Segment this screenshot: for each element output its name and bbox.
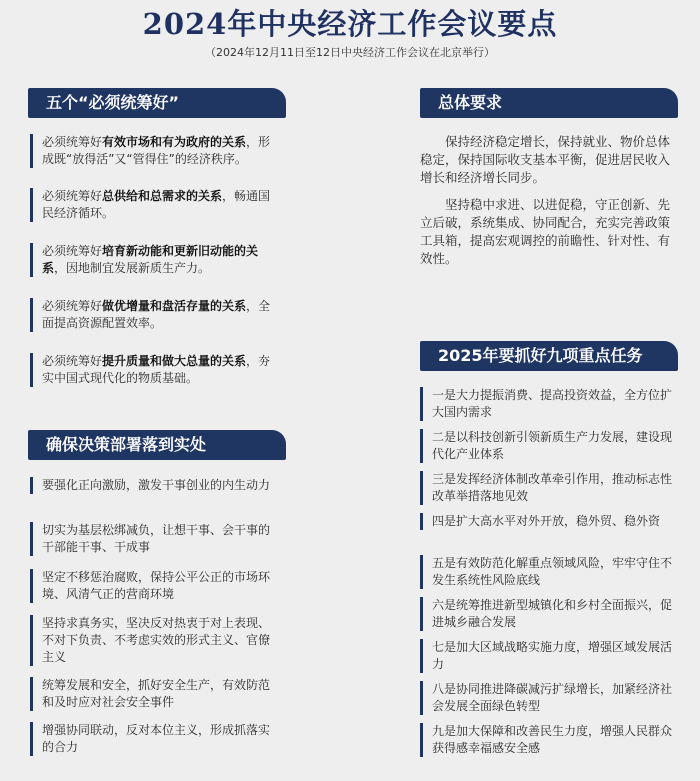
ensure-item: 坚定不移惩治腐败，保持公平公正的市场环境、风清气正的营商环境 — [30, 569, 280, 603]
item-keyword: 提升质量和做大总量的关系 — [102, 354, 247, 368]
page-title: 2024年中央经济工作会议要点 — [142, 7, 558, 41]
item-suffix: ，畅通国民经济循环。 — [42, 189, 271, 220]
section-header-tasks: 2025年要抓好九项重点任务 — [420, 341, 678, 371]
ensure-item: 统筹发展和安全，抓好安全生产，有效防范和及时应对社会安全事件 — [30, 677, 280, 711]
item-keyword: 做优增量和盘活存量的关系 — [102, 299, 247, 313]
five-musts-item — [30, 298, 280, 332]
item-keyword: 有效市场和有为政府的关系 — [102, 135, 247, 149]
task-item: 四是扩大高水平对外开放，稳外贸、稳外资 — [420, 513, 678, 530]
item-prefix: 必须统筹好 — [42, 354, 103, 368]
task-item: 八是协同推进降碳减污扩绿增长，加紧经济社会发展全面绿色转型 — [420, 681, 678, 715]
section-header-five-musts: 五个“必须统筹好” — [28, 88, 286, 118]
ensure-item: 切实为基层松绑减负，让想干事、会干事的干部能干事、干成事 — [30, 522, 280, 556]
item-suffix: ，夯实中国式现代化的物质基础。 — [42, 354, 271, 385]
section-header-ensure: 确保决策部署落到实处 — [28, 430, 286, 460]
item-suffix: ，因地制宜发展新质生产力。 — [54, 261, 211, 275]
item-suffix: ，形成既“放得活”又“管得住”的经济秩序。 — [42, 135, 271, 166]
task-item: 五是有效防范化解重点领域风险，牢牢守住不发生系统性风险底线 — [420, 555, 678, 589]
item-prefix: 必须统筹好 — [42, 135, 103, 149]
section-header-overall: 总体要求 — [420, 88, 678, 118]
task-item: 九是加大保障和改善民生力度，增强人民群众获得感幸福感安全感 — [420, 723, 678, 757]
item-suffix: ，全面提高资源配置效率。 — [42, 299, 271, 330]
task-item: 六是统筹推进新型城镇化和乡村全面振兴，促进城乡融合发展 — [420, 597, 678, 631]
five-musts-item — [30, 243, 280, 277]
ensure-item: 要强化正向激励，激发干事创业的内生动力 — [30, 477, 280, 494]
task-item: 七是加大区域战略实施力度，增强区域发展活力 — [420, 639, 678, 673]
page-subtitle: （2024年12月11日至12日中央经济工作会议在北京举行） — [205, 46, 495, 59]
five-musts-item — [30, 188, 280, 222]
overall-paragraph: 保持经济稳定增长，保持就业、物价总体稳定，保持国际收支基本平衡，促进居民收入增长和经济增长同步。 — [420, 134, 671, 185]
task-item: 三是发挥经济体制改革牵引作用，推动标志性改革举措落地见效 — [420, 471, 678, 505]
item-keyword: 培育新动能和更新旧动能的关系 — [42, 244, 259, 275]
item-prefix: 必须统筹好 — [42, 189, 103, 203]
item-prefix: 必须统筹好 — [42, 299, 103, 313]
item-prefix: 必须统筹好 — [42, 244, 103, 258]
five-musts-item — [30, 134, 280, 168]
five-musts-item — [30, 353, 280, 387]
ensure-item: 坚持求真务实，坚决反对热衷于对上表现、不对下负责、不考虑实效的形式主义、官僚主义 — [30, 615, 280, 666]
task-item: 一是大力提振消费、提高投资效益，全方位扩大国内需求 — [420, 387, 678, 421]
overall-paragraph: 坚持稳中求进、以进促稳，守正创新、先立后破，系统集成、协同配合，充实完善政策工具箱，提高宏观调控的前瞻性、针对性、有效性。 — [420, 197, 671, 266]
item-keyword: 总供给和总需求的关系 — [102, 189, 223, 203]
task-item: 二是以科技创新引领新质生产力发展，建设现代化产业体系 — [420, 429, 678, 463]
ensure-item: 增强协同联动，反对本位主义，形成抓落实的合力 — [30, 722, 280, 756]
